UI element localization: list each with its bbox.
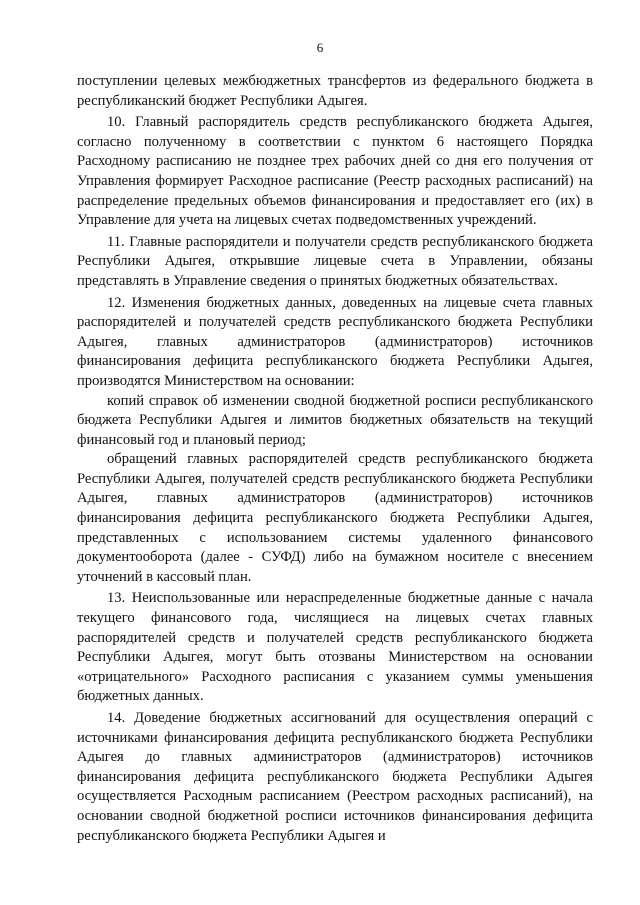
paragraph-item-10: 10. Главный распорядитель средств республиканского бюджета Адыгея, согласно полученному в соответствии с пунктом 6 настоящего Порядка Расходному расписанию не позднее трех рабочих дней со дня его получения от Управления формирует Расходное расписание (Реестр расходных расписаний) на распределение предельных объемов финансирования и предоставляет его (их) в Управление для учета на лицевых счетах подведомственных учреждений. — [77, 114, 593, 229]
page-number: 6 — [316, 40, 324, 55]
paragraph-basis-copies: копий справок об изменении сводной бюджетной росписи республиканского бюджета Республики Адыгея и лимитов бюджетных обязательств на текущий финансовый год и плановый период; — [77, 392, 593, 448]
paragraph-item-13: 13. Неиспользованные или нераспределенные бюджетные данные с начала текущего финансового года, числящиеся на лицевых счетах главных распорядителей средств и получателей средств республиканского бюджета Республики Адыгея, могут быть отозваны Министерством на основании «отрицательного» Расходного расписания с указанием суммы уменьшения бюджетных данных. — [77, 590, 593, 705]
paragraph-item-11: 11. Главные распорядители и получатели средств республиканского бюджета Республики Адыгея, открывшие лицевые счета в Управлении, обязаны представлять в Управление сведения о принятых бюджетных обязательствах. — [77, 233, 593, 289]
paragraph-continuation: поступлении целевых межбюджетных трансфертов из федерального бюджета в республиканский бюджет Республики Адыгея. — [77, 73, 593, 109]
paragraph-basis-requests: обращений главных распорядителей средств республиканского бюджета Республики Адыгея, получателей средств республиканского бюджета Республики Адыгея, главных администраторов (администраторов) источников финансирования дефицита республиканского бюджета Республики Адыгея, представленных с использованием системы удаленного финансового документооборота (далее - СУФД) либо на бумажном носителе с внесением уточнений в кассовый план. — [77, 451, 593, 585]
paragraph-item-14: 14. Доведение бюджетных ассигнований для осуществления операций с источниками финансирования дефицита республиканского бюджета Республики Адыгея до главных администраторов (администраторов) источников финансирования дефицита республиканского бюджета Республики Адыгея осуществляется Расходным расписанием (Реестром расходных расписаний), на основании сводной бюджетной росписи источников финансирования дефицита республиканского бюджета Республики Адыгея и — [77, 710, 593, 844]
paragraph-item-12: 12. Изменения бюджетных данных, доведенных на лицевые счета главных распорядителей и получателей средств республиканского бюджета Республики Адыгея, главных администраторов (администраторов) источников финансирования дефицита республиканского бюджета Республики Адыгея, производятся Министерством на основании: — [77, 294, 593, 389]
document-body — [77, 72, 593, 846]
